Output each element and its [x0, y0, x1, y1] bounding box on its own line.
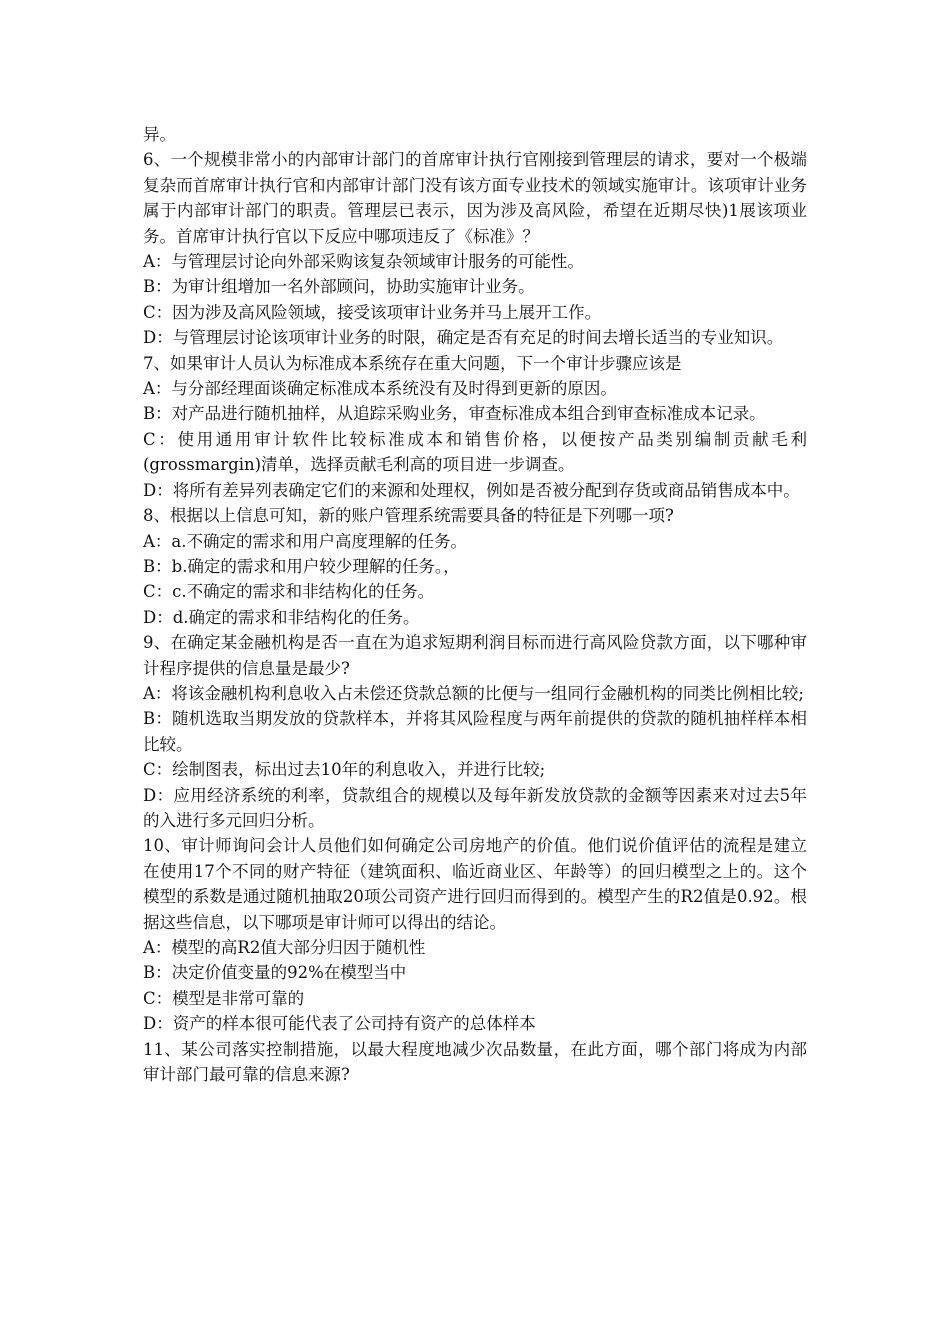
question-9-option-d: D：应用经济系统的利率，贷款组合的规模以及每年新发放贷款的金额等因素来对过去5年的入进行多元回归分析。	[143, 785, 807, 830]
question-7-option-a: A：与分部经理面谈确定标准成本系统没有及时得到更新的原因。	[143, 379, 617, 399]
question-7-stem: 7、如果审计人员认为标准成本系统存在重大问题，下一个审计步骤应该是	[143, 353, 682, 373]
question-7-option-b: B：对产品进行随机抽样，从追踪采购业务，审查标准成本组合到审查标准成本记录。	[143, 404, 766, 424]
question-7-option-c: C：使用通用审计软件比较标准成本和销售价格，以便按产品类别编制贡献毛利(grossmargin)清单，选择贡献毛利高的项目进一步调查。	[143, 429, 807, 475]
document-body	[143, 122, 807, 1087]
question-10-option-d: D：资产的样本很可能代表了公司持有资产的总体样本	[143, 1014, 536, 1034]
question-10-stem: 10、审计师询问会计人员他们如何确定公司房地产的价值。他们说价值评估的流程是建立在使用17个不同的财产特征（建筑面积、临近商业区、年龄等）的回归模型之上的。这个模型的系数是通过随机抽取20项公司资产进行回归而得到的。模型产生的R2值是0.92。根据这些信息，以下哪项是审计师可以得出的结论。	[143, 836, 807, 932]
question-6-option-d: D：与管理层讨论该项审计业务的时限，确定是否有充足的时间去增长适当的专业知识。	[143, 328, 784, 348]
question-8-option-c: C：c.不确定的需求和非结构化的任务。	[143, 582, 435, 602]
question-6-stem: 6、一个规模非常小的内部审计部门的首席审计执行官刚接到管理层的请求，要对一个极端复杂而首席审计执行官和内部审计部门没有该方面专业技术的领域实施审计。该项审计业务属于内部审计部门的职责。管理层已表示，因为涉及高风险，希望在近期尽快)1展该项业务。首席审计执行官以下反应中哪项违反了《标准》？	[143, 150, 807, 246]
question-9-stem: 9、在确定某金融机构是否一直在为追求短期利润目标而进行高风险贷款方面，以下哪种审计程序提供的信息量是最少?	[143, 633, 807, 678]
question-8-option-a: A：a.不确定的需求和用户高度理解的任务。	[143, 531, 467, 551]
question-9-option-a: A：将该金融机构利息收入占未偿还贷款总额的比便与一组同行金融机构的同类比例相比较;	[143, 683, 804, 703]
question-8-stem: 8、根据以上信息可知，新的账户管理系统需要具备的特征是下列哪一项?	[143, 506, 674, 526]
question-10-option-a: A：模型的高R2值大部分归因于随机性	[143, 938, 426, 957]
question-11-stem: 11、某公司落实控制措施，以最大程度地减少次品数量，在此方面，哪个部门将成为内部审计部门最可靠的信息来源?	[143, 1039, 807, 1085]
question-6-option-c: C：因为涉及高风险领域，接受该项审计业务并马上展开工作。	[143, 302, 602, 322]
question-8-option-b: B：b.确定的需求和用户较少理解的任务。，	[143, 556, 460, 576]
question-7-option-d: D：将所有差异列表确定它们的来源和处理权，例如是否被分配到存货或商品销售成本中。	[143, 480, 800, 500]
question-8-option-d: D：d.确定的需求和非结构化的任务。	[143, 607, 420, 627]
question-6-option-a: A：与管理层讨论向外部采购该复杂领域审计服务的可能性。	[143, 252, 584, 272]
question-6-option-b: B：为审计组增加一名外部顾问，协助实施审计业务。	[143, 277, 535, 297]
question-10-option-b: B：决定价值变量的92%在模型当中	[143, 963, 407, 983]
question-10-option-c: C：模型是非常可靠的	[143, 988, 305, 1008]
question-9-option-b: B：随机选取当期发放的贷款样本，并将其风险程度与两年前提供的贷款的随机抽样样本相比较。	[143, 709, 807, 754]
text-line: 异。	[143, 125, 176, 144]
question-9-option-c: C：绘制图表，标出过去10年的利息收入，并进行比较;	[143, 760, 546, 780]
